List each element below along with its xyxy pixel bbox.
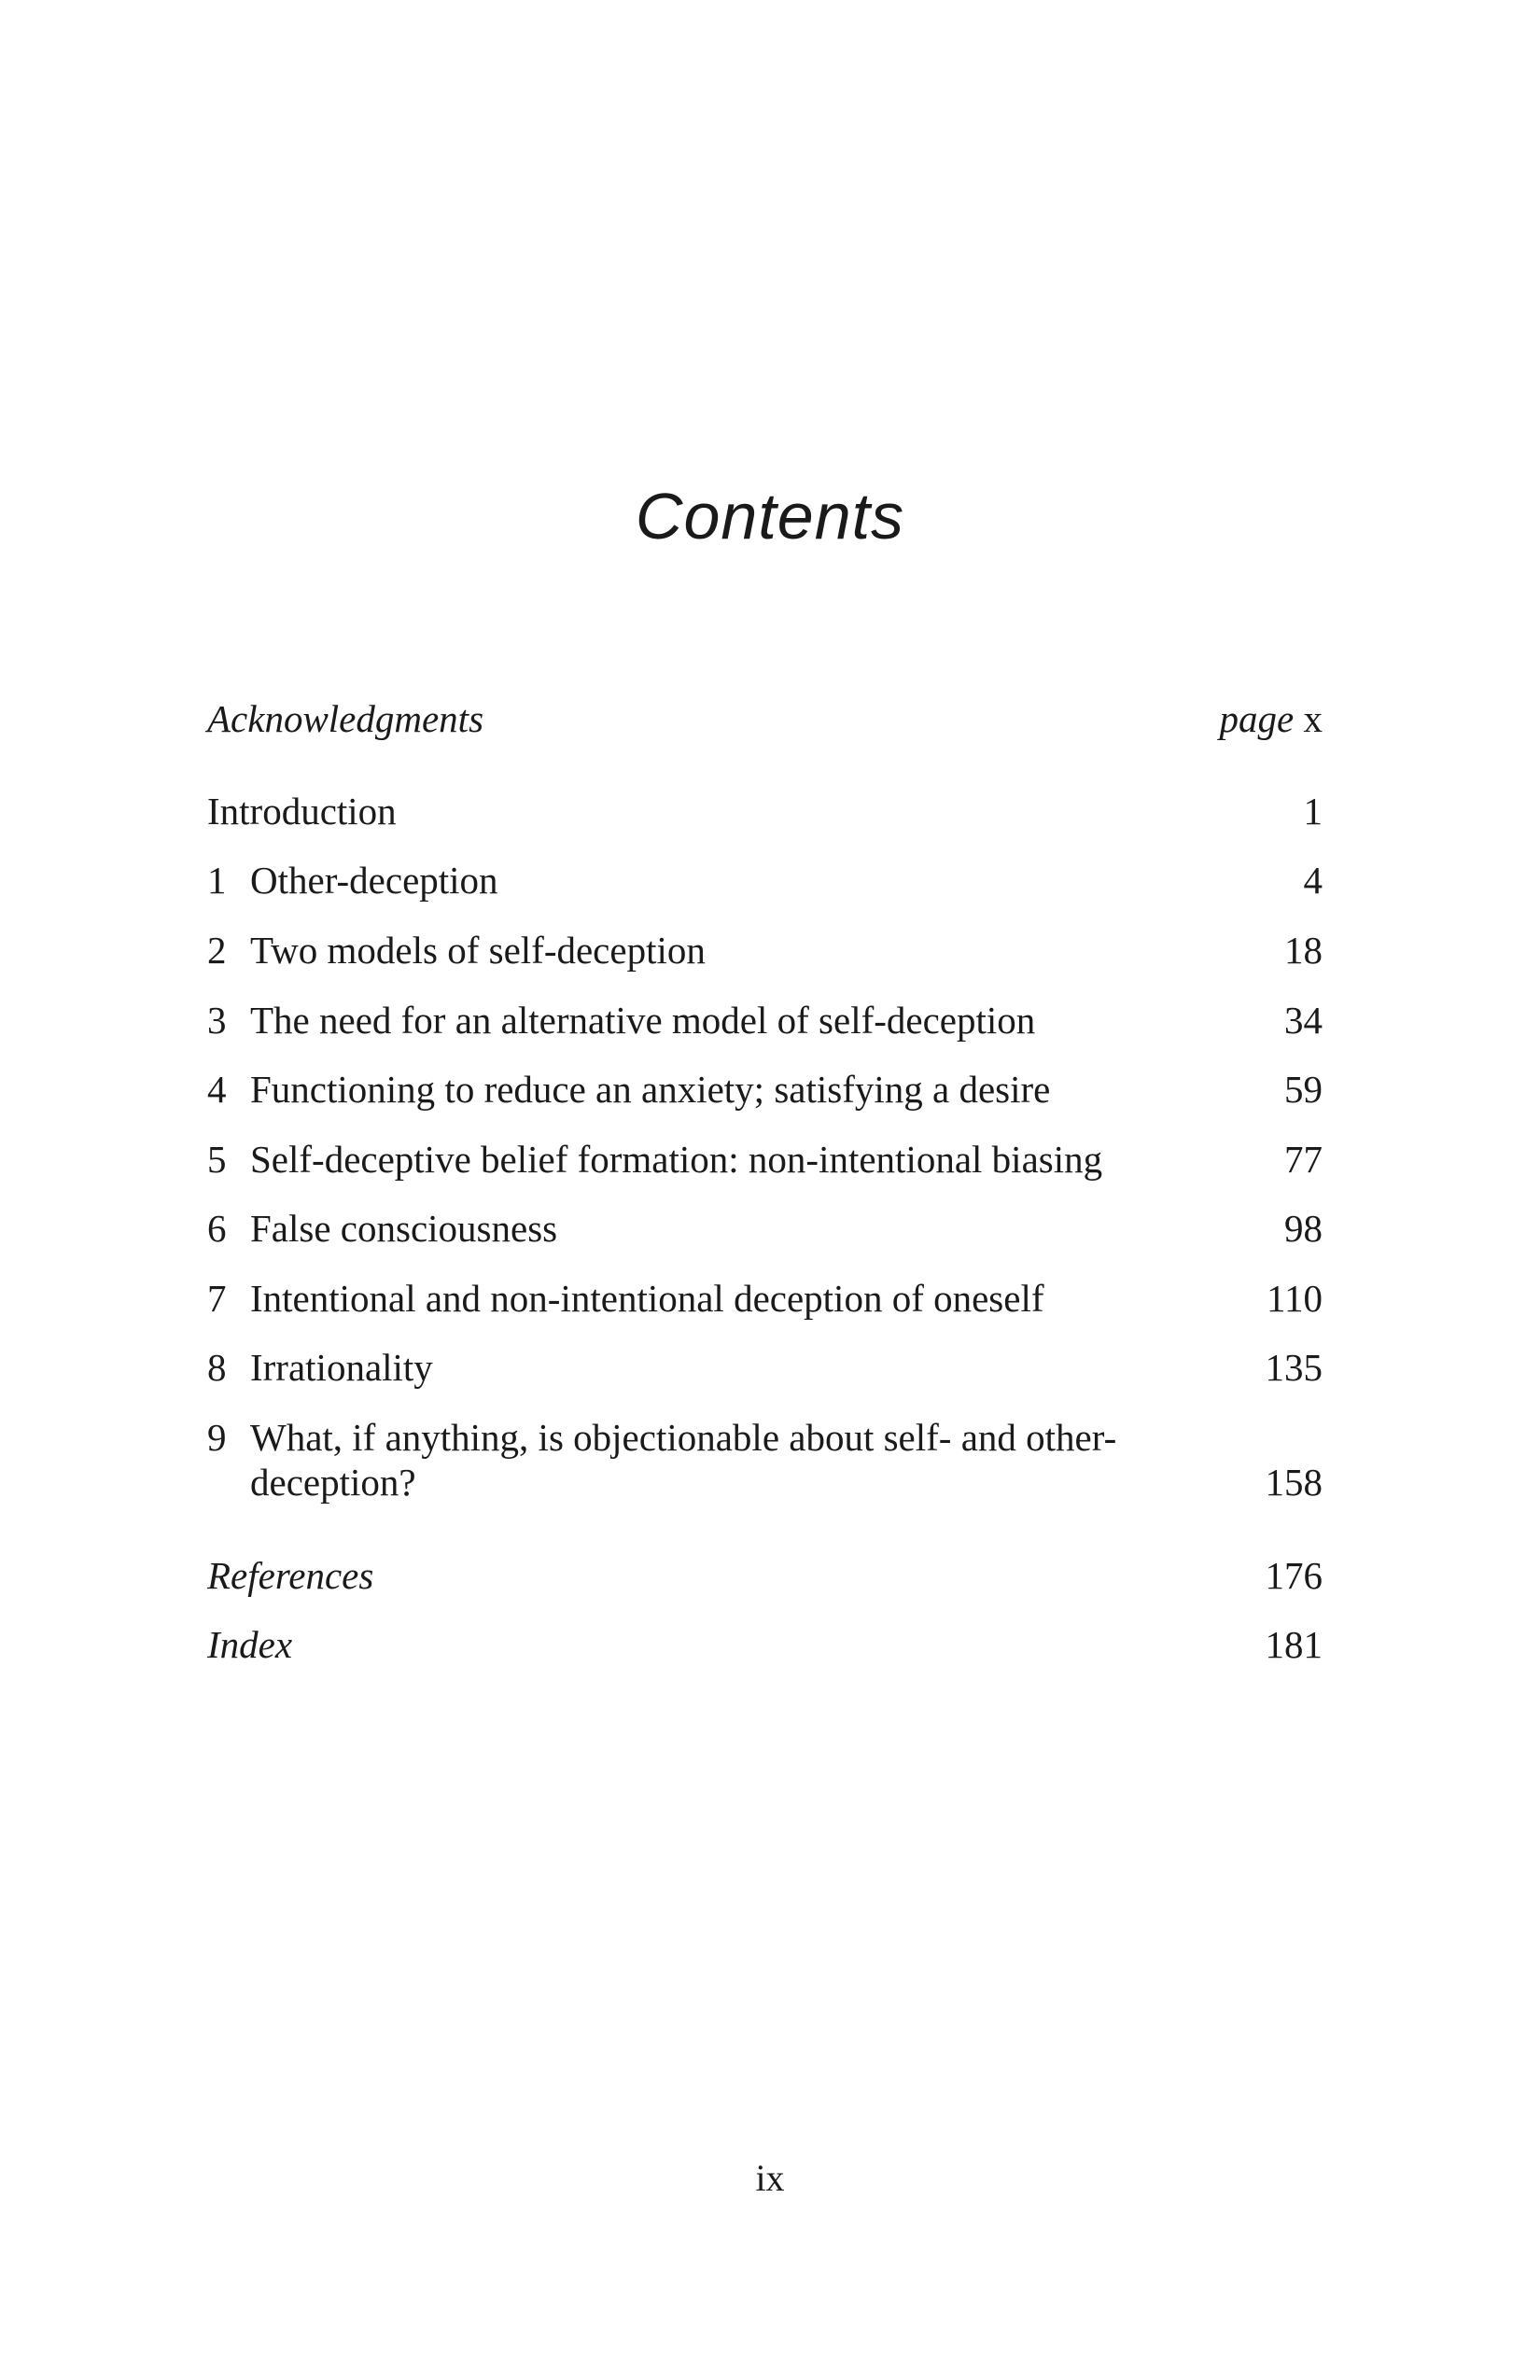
- toc-entry-label: Irrationality: [250, 1346, 433, 1389]
- chapter-number: 7: [207, 1277, 227, 1320]
- chapter-number: 3: [207, 999, 227, 1042]
- toc-entry-label: Other-deception: [250, 859, 498, 902]
- chapter-number: 4: [207, 1068, 227, 1111]
- page-prefix: page: [1219, 697, 1295, 740]
- toc-entry-page: 110: [1267, 1277, 1323, 1320]
- toc-entry-page: 34: [1284, 999, 1323, 1042]
- toc-entry-label: Introduction: [207, 790, 397, 833]
- chapter-number: 9: [207, 1416, 227, 1459]
- page-number: x: [1303, 697, 1323, 740]
- toc-entry-label: The need for an alternative model of self-deception: [250, 999, 1036, 1042]
- toc-entry-page: 77: [1284, 1138, 1323, 1181]
- chapter-number: 1: [207, 859, 227, 902]
- toc-entry-chapter-9: [207, 1415, 1323, 1505]
- toc-entry-label: Index: [207, 1623, 293, 1666]
- chapter-number: 8: [207, 1346, 227, 1389]
- toc-entry-label: Acknowledgments: [207, 697, 484, 740]
- toc-entry-label: Intentional and non-intentional deception of oneself: [250, 1277, 1044, 1320]
- toc-entry-label: References: [207, 1554, 374, 1597]
- toc-entry-page: 18: [1284, 929, 1323, 972]
- toc-entry-page: 59: [1284, 1068, 1323, 1111]
- toc-entry-page: 181: [1265, 1623, 1323, 1666]
- chapter-number: 6: [207, 1207, 227, 1250]
- toc-entry-page: [1220, 696, 1323, 741]
- toc-entry-page: 135: [1265, 1346, 1323, 1389]
- toc-entry-label: False consciousness: [250, 1207, 558, 1250]
- table-of-contents: [207, 0, 1323, 2380]
- toc-entry-page: 4: [1303, 859, 1323, 902]
- toc-entry-label: What, if anything, is objectionable about self- and other-: [250, 1416, 1117, 1459]
- page-title: Contents: [635, 480, 905, 553]
- toc-entry-page: 98: [1284, 1207, 1323, 1250]
- page-folio: ix: [755, 2157, 785, 2199]
- toc-entry-label: Self-deceptive belief formation: non-intentional biasing: [250, 1138, 1103, 1181]
- toc-entry-page: 158: [1265, 1461, 1323, 1504]
- chapter-number: 5: [207, 1138, 227, 1181]
- toc-entry-label: Two models of self-deception: [250, 929, 706, 972]
- chapter-number: 2: [207, 929, 227, 972]
- toc-entry-label-continued: deception?: [250, 1461, 416, 1504]
- toc-entry-page: 176: [1265, 1554, 1323, 1597]
- toc-entry-label: Functioning to reduce an anxiety; satisfying a desire: [250, 1068, 1051, 1111]
- toc-entry-page: 1: [1303, 790, 1323, 833]
